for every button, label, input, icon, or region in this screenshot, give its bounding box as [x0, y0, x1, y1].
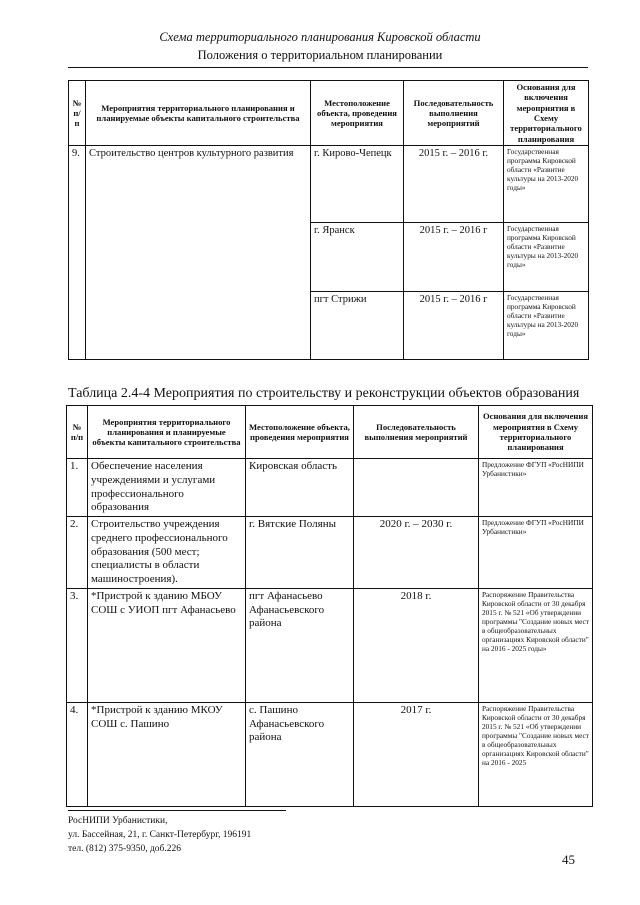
measure-cell: Строительство центров культурного развития: [86, 146, 311, 360]
measure-cell: Строительство учреждения среднего профессионального образования (500 мест; специалисты в области машиностроения).: [88, 517, 246, 589]
measure-cell: *Пристрой к зданию МБОУ СОШ с УИОП пгт Афанасьево: [88, 588, 246, 702]
column-header: № п/п: [69, 81, 86, 146]
table-row: [67, 459, 593, 517]
location-cell: г. Вятские Поляны: [246, 517, 354, 589]
basis-cell: Государственная программа Кировской области «Развитие культуры на 2013-2020 годы»: [504, 223, 589, 292]
header-divider: [68, 67, 588, 68]
row-number: 4.: [67, 702, 88, 806]
location-cell: пгт Стрижи: [311, 292, 404, 360]
row-number: 2.: [67, 517, 88, 589]
period-cell: 2018 г.: [354, 588, 479, 702]
table-header-row: [67, 406, 593, 459]
basis-cell: Предложение ФГУП «РосНИПИ Урбанистики»: [479, 459, 593, 517]
culture-measures-table: [68, 80, 589, 360]
column-header: Местоположение объекта, проведения мероприятия: [311, 81, 404, 146]
column-header: № п/п: [67, 406, 88, 459]
table-row: [67, 702, 593, 806]
period-cell: 2017 г.: [354, 702, 479, 806]
table-row: [67, 588, 593, 702]
basis-cell: Государственная программа Кировской области «Развитие культуры на 2013-2020 годы»: [504, 146, 589, 223]
footer-divider: [68, 810, 286, 811]
document-title: Схема территориального планирования Кировской области: [159, 30, 481, 44]
location-cell: пгт Афанасьево Афанасьевского района: [246, 588, 354, 702]
period-cell: 2015 г. – 2016 г: [404, 223, 504, 292]
column-header: Последовательность выполнения мероприятий: [354, 406, 479, 459]
measure-cell: *Пристрой к зданию МКОУ СОШ с. Пашино: [88, 702, 246, 806]
document-subtitle: Положения о территориальном планировании: [197, 48, 443, 62]
period-cell: 2015 г. – 2016 г.: [404, 146, 504, 223]
period-cell: [354, 459, 479, 517]
location-cell: г. Кирово-Чепецк: [311, 146, 404, 223]
column-header: Основания для включения мероприятия в Схему территориального планирования: [479, 406, 593, 459]
table-row: [67, 517, 593, 589]
location-cell: с. Пашино Афанасьевского района: [246, 702, 354, 806]
footer-address: ул. Бассейная, 21, г. Санкт-Петербург, 196191: [68, 830, 252, 840]
row-number: 9.: [69, 146, 86, 360]
location-cell: Кировская область: [246, 459, 354, 517]
period-cell: 2015 г. – 2016 г: [404, 292, 504, 360]
basis-cell: Распоряжение Правительства Кировской области от 30 декабря 2015 г. № 521 «Об утверждении программы "Создание новых мест в общеобразовательных организациях Кировской области" на 2016 - 2025: [479, 702, 593, 806]
table-caption: Таблица 2.4-4 Мероприятия по строительству и реконструкции объектов образования: [68, 386, 580, 401]
page-number: 45: [562, 852, 575, 867]
footer-org: РосНИПИ Урбанистики,: [68, 816, 168, 826]
basis-cell: Распоряжение Правительства Кировской области от 30 декабря 2015 г. № 521 «Об утверждении программы "Создание новых мест в общеобразовательных организациях Кировской области" на 2016 - 2025 годы»: [479, 588, 593, 702]
column-header: Последовательность выполнения мероприятий: [404, 81, 504, 146]
column-header: Мероприятия территориального планирования и планируемые объекты капитального строительства: [86, 81, 311, 146]
measure-cell: Обеспечение населения учреждениями и услугами профессионального образования: [88, 459, 246, 517]
column-header: Местоположение объекта, проведения мероприятия: [246, 406, 354, 459]
footer-phone: тел. (812) 375-9350, доб.226: [68, 844, 182, 854]
table-row: [69, 146, 589, 223]
location-cell: г. Яранск: [311, 223, 404, 292]
column-header: Основания для включения мероприятия в Схему территориального планирования: [504, 81, 589, 146]
row-number: 3.: [67, 588, 88, 702]
row-number: 1.: [67, 459, 88, 517]
basis-cell: Предложение ФГУП «РосНИПИ Урбанистики»: [479, 517, 593, 589]
table-header-row: [69, 81, 589, 146]
column-header: Мероприятия территориального планирования и планируемые объекты капитального строительства: [88, 406, 246, 459]
education-measures-table: [66, 405, 593, 807]
basis-cell: Государственная программа Кировской области «Развитие культуры на 2013-2020 годы»: [504, 292, 589, 360]
period-cell: 2020 г. – 2030 г.: [354, 517, 479, 589]
